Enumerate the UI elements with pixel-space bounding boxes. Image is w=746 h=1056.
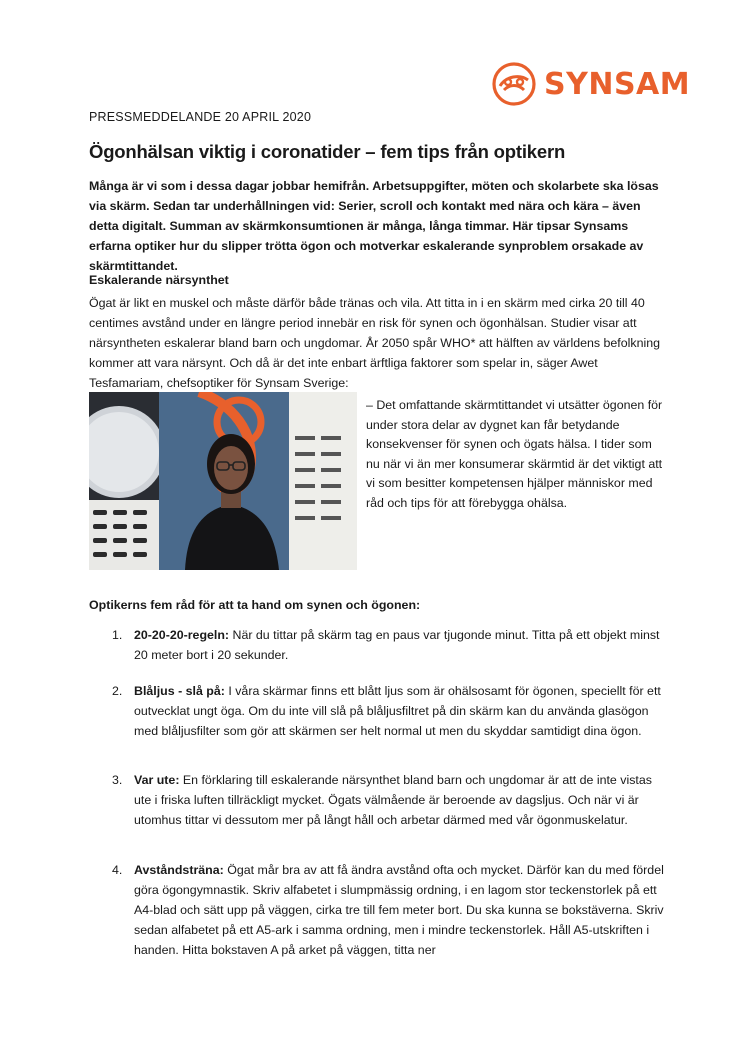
list-item (112, 860, 664, 960)
quote-paragraph: – Det omfattande skärmtittandet vi utsätter ögonen för under stora delar av dygnet kan får betydande konsekvenser för synen och ögats hälsa. I tider som nu när vi än mer konsumerar skärmtid är det viktigt att vi som besitter kompetensen hjälper människor med råd och tips för att förebygga ohälsa. (366, 398, 663, 510)
dateline: PRESSMEDDELANDE 20 APRIL 2020 (89, 110, 312, 124)
synsam-logo (490, 58, 691, 110)
synsam-logo-icon (490, 60, 538, 108)
tips-heading: Optikerns fem råd för att ta hand om synen och ögonen: (89, 598, 421, 612)
list-item-text: En förklaring till eskalerande närsynthet bland barn och ungdomar är att de inte vistas ute i friska luften tillräckligt mycket. Ögats välmående är beroende av dagsljus. Och när vi är utomhus tittar vi dessutom mer på långt håll och arbetar därmed med vår ögonmuskelatur. (134, 773, 652, 827)
section-heading-narsynthet: Eskalerande närsynthet (89, 273, 229, 287)
list-item-text: I våra skärmar finns ett blått ljus som är ohälsosamt för ögonen, speciellt för ett outvecklat ungt öga. Om du inte vill slå på blåljusfiltret på din skärm kan du använda glasögon med blåljusfilter som gör att skärmen ser helt normal ut men du skyddar samtidigt dina ögon. (134, 684, 661, 738)
page-title: Ögonhälsan viktig i coronatider – fem tips från optikern (89, 141, 566, 162)
list-item-number: 4. (112, 863, 123, 877)
list-item-number: 2. (112, 684, 123, 698)
list-item-number: 1. (112, 628, 123, 642)
list-item-label: 20-20-20-regeln: (134, 628, 230, 642)
synsam-wordmark: SYNSAM (544, 66, 691, 102)
lead-paragraph: Många är vi som i dessa dagar jobbar hemifrån. Arbetsuppgifter, möten och skolarbete ska lösas via skärm. Sedan tar underhållningen vid: Serier, scroll och kontakt med nära och kära – även detta digitalt. Summan av skärmkonsumtionen är många, långa timmar. Här tipsar Synsams erfarna optiker hur du slipper trötta ögon och motverkar eskalerande synproblem orsakade av skärmtittandet. (89, 179, 659, 273)
list-item-label: Blåljus - slå på: (134, 684, 225, 698)
list-item-text: Ögat mår bra av att få ändra avstånd ofta och mycket. Därför kan du med fördel göra ögongymnastik. Skriv alfabetet i slumpmässig ordning, i en lagom stor teckenstorlek på ett A4-blad och sätt upp på väggen, cirka tre till fem meter bort. Du ska kunna se bokstäverna. Skriv sedan alfabetet på ett A5-ark i samma ordning, men i mindre teckenstorlek. Håll A5-utskriften i handen. Hitta bokstaven A på arket på väggen, titta ner (134, 863, 664, 957)
list-item-number: 3. (112, 773, 123, 787)
list-item-label: Var ute: (134, 773, 180, 787)
body-paragraph: Ögat är likt en muskel och måste därför både tränas och vila. Att titta in i en skärm med cirka 20 till 40 centimes avstånd under en längre period innebär en risk för synen och ögonhälsan. Studier visar att närsyntheten eskalerar bland barn och ungdomar. År 2050 spår WHO* att hälften av världens befolkning kommer att vara närsynt. Och då är det inte enbart ärftliga faktorer som spelar in, säger Awet Tesfamariam, chefsoptiker för Synsam Sverige: (89, 296, 660, 390)
list-item-text: När du tittar på skärm tag en paus var tjugonde minut. Titta på ett objekt minst 20 meter bort i 20 sekunder. (134, 628, 660, 662)
list-item (112, 770, 664, 830)
optician-photo (89, 392, 357, 570)
list-item (112, 625, 664, 665)
list-item (112, 681, 664, 741)
list-item-label: Avståndsträna: (134, 863, 224, 877)
